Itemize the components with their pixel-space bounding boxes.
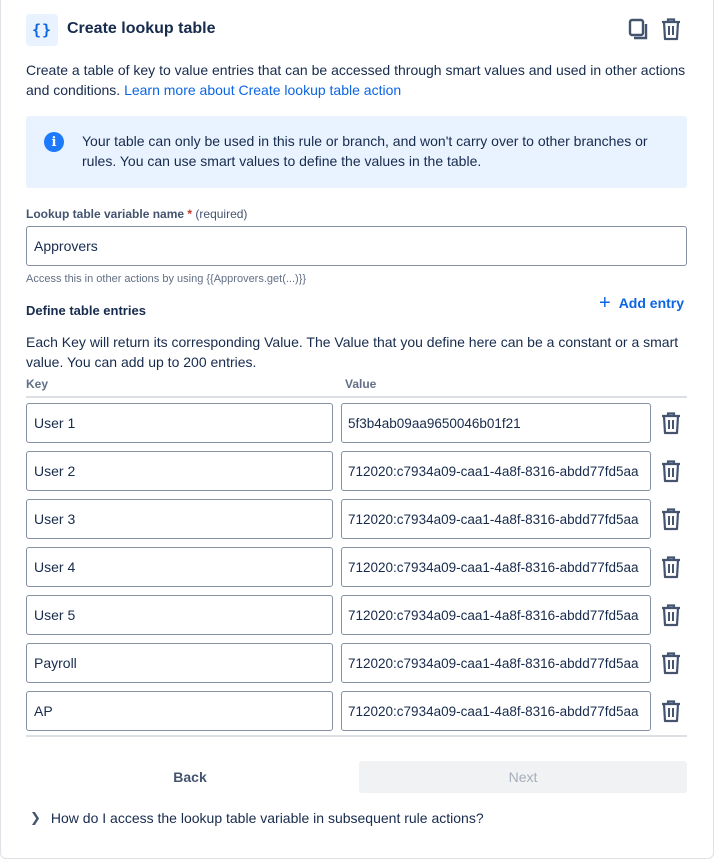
duplicate-icon [627,17,651,41]
entry-key-input[interactable] [26,547,333,587]
delete-entry-button[interactable] [657,457,685,485]
delete-entry-button[interactable] [657,601,685,629]
description-text: Create a table of key to value entries that can be accessed through smart values and used in other actions and conditions. [26,62,686,98]
variable-helper-text: Access this in other actions by using {{Approvers.get(...)}} [26,273,307,285]
trash-icon [660,555,682,579]
delete-entry-button[interactable] [657,649,685,677]
header-divider [26,396,687,398]
entry-value-input[interactable] [341,643,651,683]
value-column-header: Value [345,377,377,391]
info-text: Your table can only be used in this rule or branch, and won't carry over to other branches or rules. You can use smart values to define the values in the table. [82,133,648,169]
faq-expander[interactable] [26,808,484,828]
panel-title: Create lookup table [67,20,216,37]
variable-name-label-text: Lookup table variable name [26,207,185,221]
delete-action-button[interactable] [657,15,685,43]
entry-key-input[interactable] [26,451,333,491]
footer-divider [26,735,687,737]
trash-icon [660,411,682,435]
entry-value-input[interactable] [341,547,651,587]
variable-name-input[interactable] [26,226,687,266]
entry-value-input[interactable] [341,499,651,539]
entries-title: Define table entries [26,303,146,318]
entry-value-input[interactable] [341,451,651,491]
curly-braces-icon: {} [26,14,58,46]
duplicate-button[interactable] [625,15,653,43]
delete-entry-button[interactable] [657,697,685,725]
entry-key-input[interactable] [26,403,333,443]
delete-entry-button[interactable] [657,553,685,581]
variable-name-label [26,207,247,221]
panel-description [26,60,691,100]
next-button[interactable]: Next [359,761,687,793]
trash-icon [660,699,682,723]
key-column-header: Key [26,377,49,391]
faq-text: How do I access the lookup table variable in subsequent rule actions? [50,810,484,826]
entry-value-input[interactable] [341,691,651,731]
delete-entry-button[interactable] [657,505,685,533]
back-button[interactable]: Back [26,761,354,793]
entry-key-input[interactable] [26,643,333,683]
entry-value-input[interactable] [341,403,651,443]
entry-key-input[interactable] [26,595,333,635]
trash-icon [660,507,682,531]
info-banner [26,116,687,188]
trash-icon [660,651,682,675]
add-entry-label: Add entry [618,295,685,311]
plus-icon: + [599,292,611,314]
entry-value-input[interactable] [341,595,651,635]
trash-icon [660,459,682,483]
delete-entry-button[interactable] [657,409,685,437]
trash-icon [660,603,682,627]
info-icon: i [44,132,64,152]
required-text: (required) [195,207,248,221]
entry-key-input[interactable] [26,499,333,539]
add-entry-button[interactable] [599,292,684,314]
entry-key-input[interactable] [26,691,333,731]
chevron-right-icon: ❯ [30,810,41,825]
entries-description: Each Key will return its corresponding Value. The Value that you define here can be a constant or a smart value. You can add up to 200 entries. [26,334,679,370]
learn-more-link[interactable]: Learn more about Create lookup table action [124,82,402,98]
required-star: * [187,207,193,221]
trash-icon [660,17,682,41]
